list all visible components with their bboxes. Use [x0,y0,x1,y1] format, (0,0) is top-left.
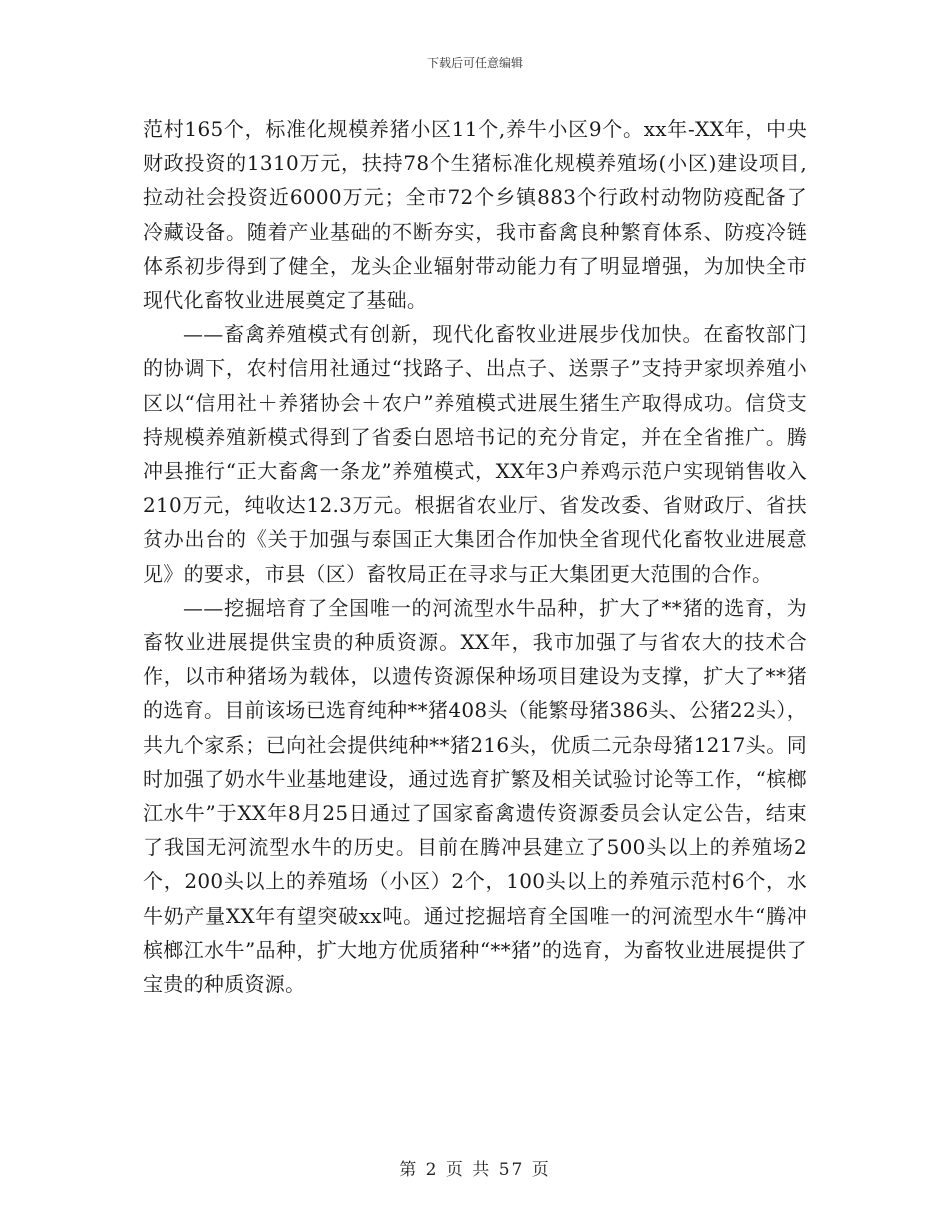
paragraph-3: ——挖掘培育了全国唯一的河流型水牛品种，扩大了**猪的选育，为畜牧业进展提供宝贵的种质资源。XX年，我市加强了与省农大的技术合作，以市种猪场为载体，以遗传资源保种场项目建设为支撑，扩大了**猪的选育。目前该场已选育纯种**猪408头（能繁母猪386头、公猪22头），共九个家系；已向社会提供纯种**猪216头，优质二元杂母猪1217头。同时加强了奶水牛业基地建设，通过选育扩繁及相关试验讨论等工作，“槟榔江水牛”于XX年8月25日通过了国家畜禽遗传资源委员会认定公告，结束了我国无河流型水牛的历史。目前在腾冲县建立了500头以上的养殖场2个，200头以上的养殖场（小区）2个，100头以上的养殖示范村6个，水牛奶产量XX年有望突破xx吨。通过挖掘培育全国唯一的河流型水牛“腾冲槟榔江水牛”品种，扩大地方优质猪种“**猪”的选育，为畜牧业进展提供了宝贵的种质资源。 [143,595,807,997]
page-header-note: 下载后可任意编辑 [426,56,523,70]
paragraph-1: 范村165个，标准化规模养猪小区11个,养牛小区9个。xx年-XX年，中央财政投资的1310万元，扶持78个生猪标准化规模养殖场(小区)建设项目,拉动社会投资近6000万元；全市72个乡镇883个行政村动物防疫配备了冷藏设备。随着产业基础的不断夯实，我市畜禽良种繁育体系、防疫冷链体系初步得到了健全，龙头企业辐射带动能力有了明显增强，为加快全市现代化畜牧业进展奠定了基础。 [143,117,807,313]
paragraph-2: ——畜禽养殖模式有创新，现代化畜牧业进展步伐加快。在畜牧部门的协调下，农村信用社通过“找路子、出点子、送票子”支持尹家坝养殖小区以“信用社＋养猪协会＋农户”养殖模式进展生猪生产取得成功。信贷支持规模养殖新模式得到了省委白恩培书记的充分肯定，并在全省推广。腾冲县推行“正大畜禽一条龙”养殖模式，XX年3户养鸡示范户实现销售收入210万元，纯收达12.3万元。根据省农业厅、省发改委、省财政厅、省扶贫办出台的《关于加强与泰国正大集团合作加快全省现代化畜牧业进展意见》的要求，市县（区）畜牧局正在寻求与正大集团更大范围的合作。 [143,322,807,586]
document-body [143,112,807,1001]
page-number-footer: 第 2 页 共 57 页 [399,1160,551,1180]
